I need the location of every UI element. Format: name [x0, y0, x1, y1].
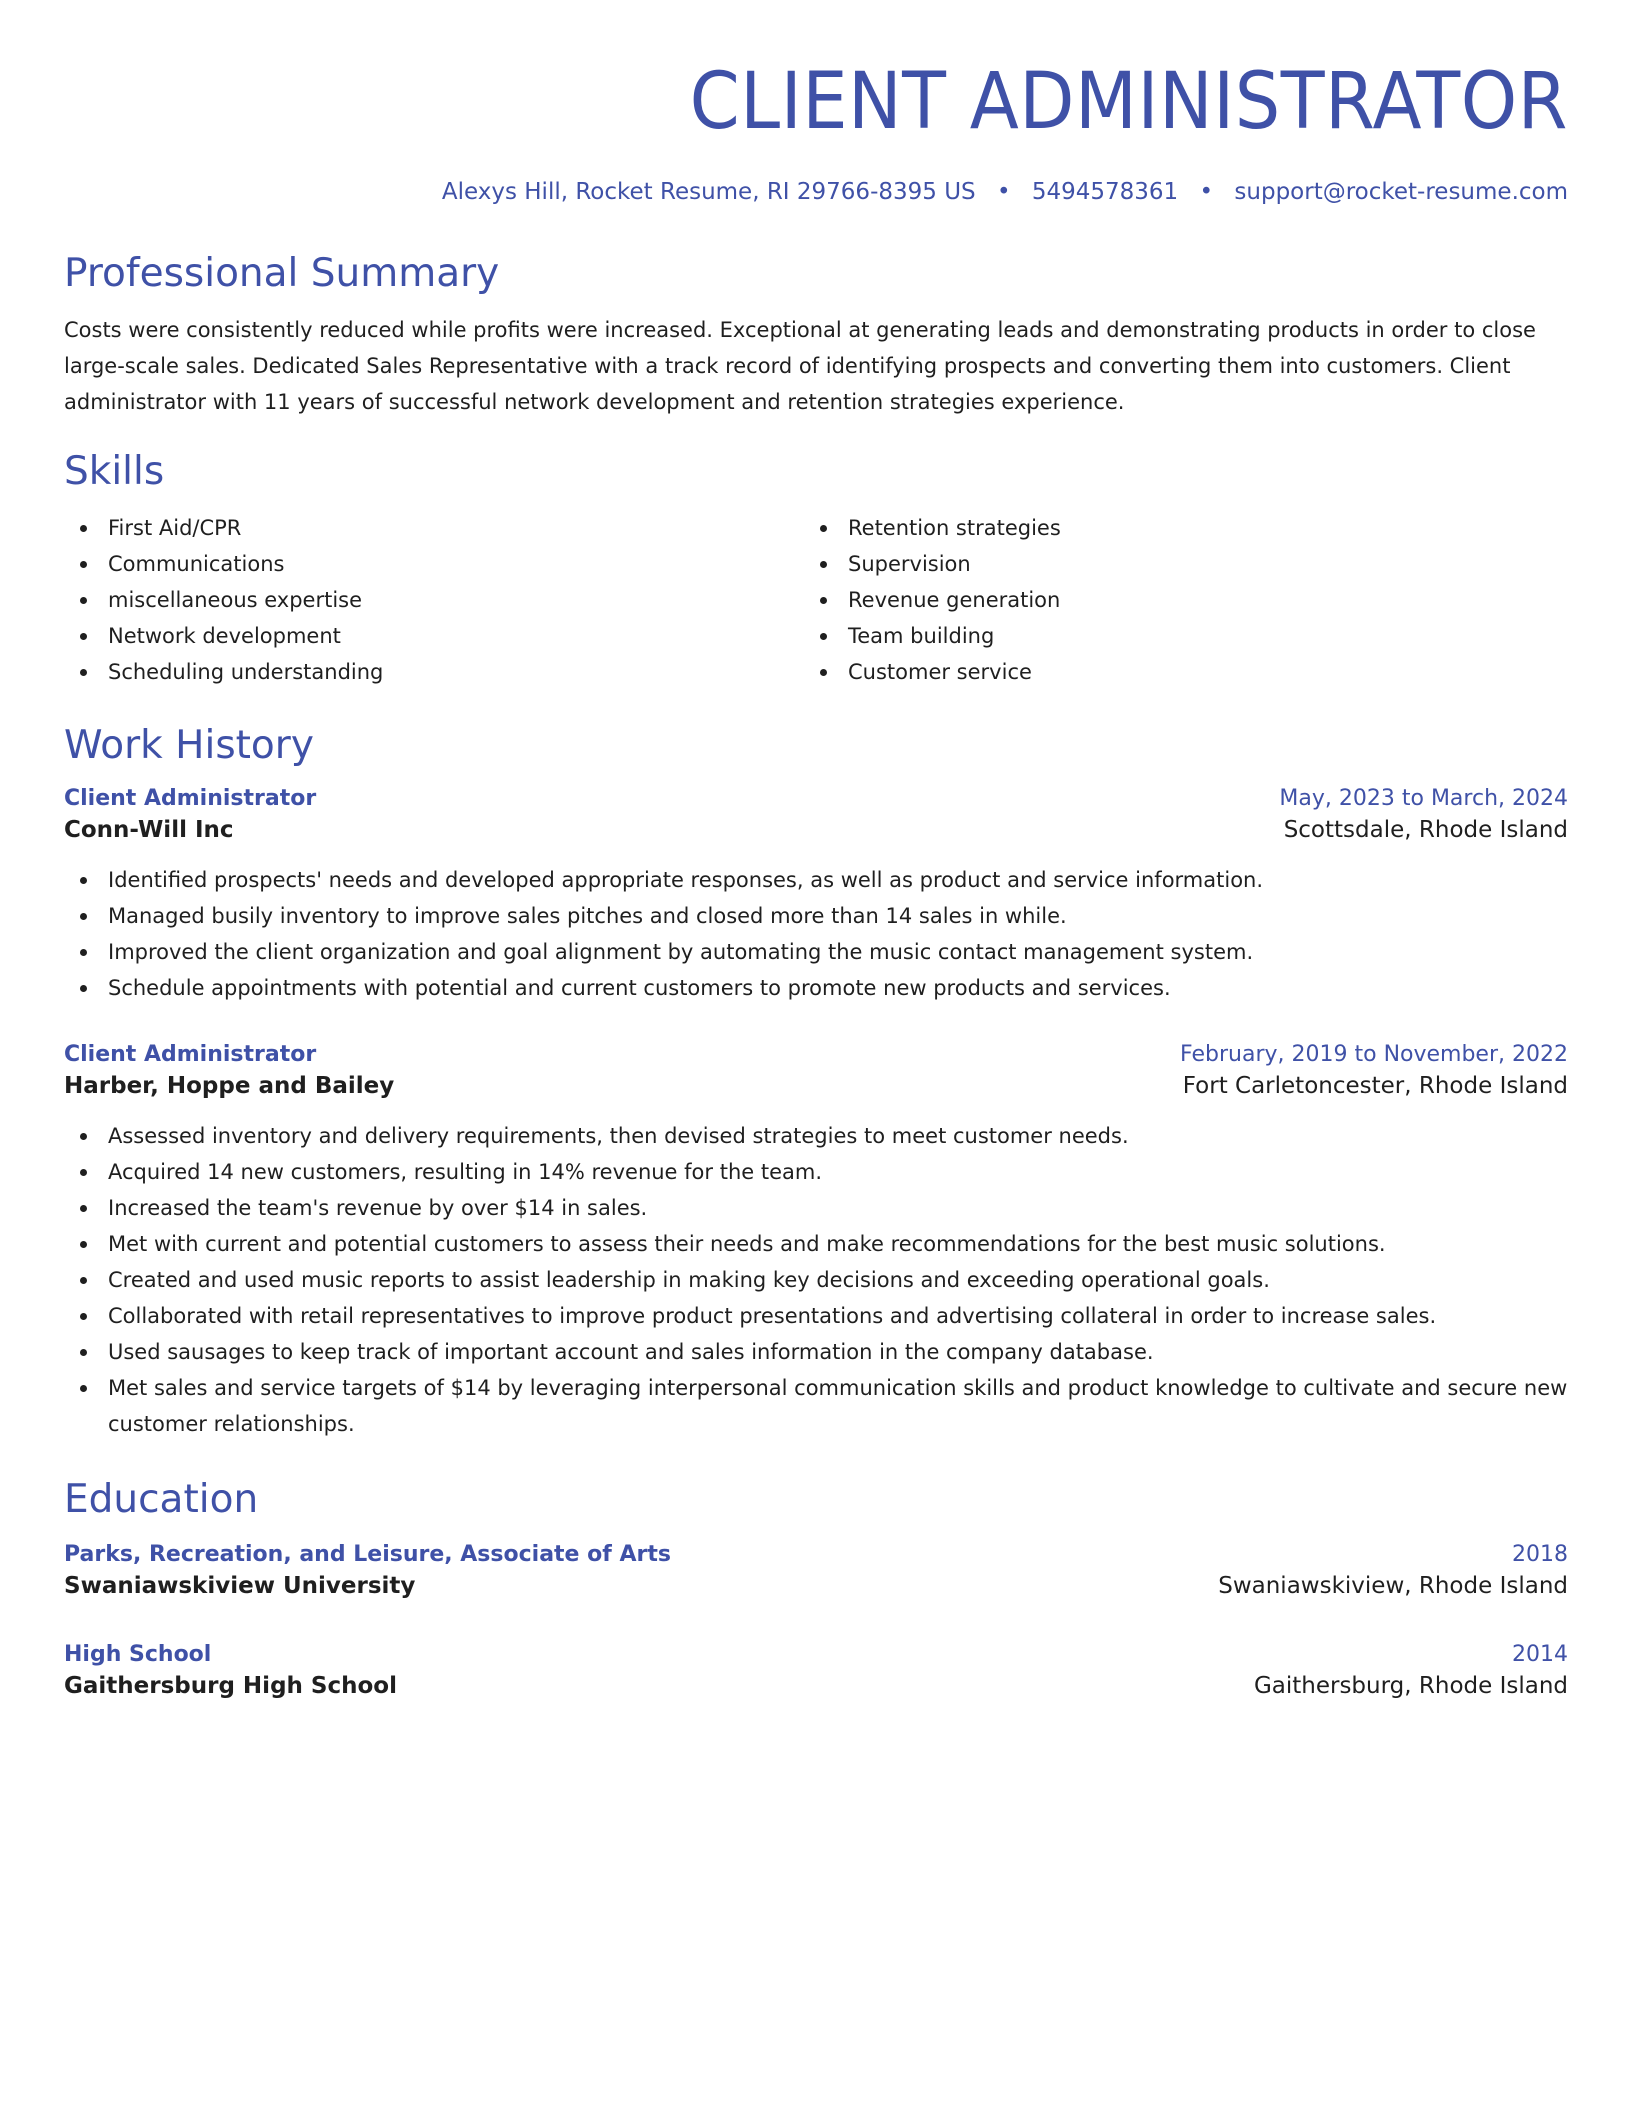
education-school-row [64, 1570, 1568, 1602]
skills-column-right [804, 510, 1544, 690]
job-bullet: Managed busily inventory to improve sales pitches and closed more than 14 sales in while. [64, 898, 1568, 934]
job-company-row [64, 1070, 1568, 1102]
education-school: Swaniawskiview University [64, 1573, 416, 1599]
professional-summary-section [64, 250, 1568, 420]
education-year: 2018 [1512, 1542, 1568, 1567]
job-bullet: Improved the client organization and goal alignment by automating the music contact management system. [64, 934, 1568, 970]
section-title-skills: Skills [64, 449, 165, 494]
skill-item: Supervision [804, 546, 1544, 582]
contact-separator: • [1199, 179, 1214, 205]
job-dates: May, 2023 to March, 2024 [1279, 786, 1568, 811]
job-title-heading: CLIENT ADMINISTRATOR [689, 57, 1568, 147]
education-degree: High School [64, 1642, 212, 1667]
education-year: 2014 [1512, 1642, 1568, 1667]
skill-item: Customer service [804, 654, 1544, 690]
education-location: Gaithersburg, Rhode Island [1253, 1673, 1568, 1699]
job-bullets [64, 862, 1568, 1006]
skills-section [64, 448, 1568, 690]
skill-item: Communications [64, 546, 804, 582]
education-section [64, 1476, 1568, 1702]
job-title-row [64, 784, 1568, 814]
job-company: Harber, Hoppe and Bailey [64, 1073, 395, 1099]
skill-item: Retention strategies [804, 510, 1544, 546]
job-location: Scottsdale, Rhode Island [1283, 817, 1568, 843]
job-bullet: Collaborated with retail representatives to improve product presentations and advertising collateral in order to increase sales. [64, 1298, 1568, 1334]
education-school-row [64, 1670, 1568, 1702]
contact-separator: • [996, 179, 1011, 205]
skill-item: Revenue generation [804, 582, 1544, 618]
job-company: Conn-Will Inc [64, 817, 234, 843]
job-bullet: Met sales and service targets of $14 by leveraging interpersonal communication skills and product knowledge to cultivate and secure new customer relationships. [64, 1370, 1568, 1442]
skills-column-left [64, 510, 804, 690]
section-title-work: Work History [64, 723, 314, 768]
job-location: Fort Carletoncester, Rhode Island [1182, 1073, 1568, 1099]
job-title-row [64, 1040, 1568, 1070]
summary-text: Costs were consistently reduced while profits were increased. Exceptional at generating leads and demonstrating products in order to close large-scale sales. Dedicated Sales Representative with a track record of identifying prospects and converting them into customers. Client administrator with 11 years of successful network development and retention strategies experience. [64, 318, 1536, 414]
skill-item: Scheduling understanding [64, 654, 804, 690]
education-school: Gaithersburg High School [64, 1673, 397, 1699]
job-title: Client Administrator [64, 786, 317, 811]
education-entry [64, 1640, 1568, 1702]
job-bullet: Acquired 14 new customers, resulting in 14% revenue for the team. [64, 1154, 1568, 1190]
education-degree-row [64, 1540, 1568, 1570]
contact-phone: 5494578361 [1031, 179, 1179, 205]
skills-list-left [64, 510, 804, 690]
resume-header [64, 54, 1568, 208]
contact-email[interactable]: support@rocket-resume.com [1234, 179, 1568, 205]
section-title-education: Education [64, 1477, 259, 1522]
section-title-summary: Professional Summary [64, 251, 500, 296]
contact-address: Alexys Hill, Rocket Resume, RI 29766-8395 US [441, 179, 976, 205]
job-bullet: Assessed inventory and delivery requirements, then devised strategies to meet customer needs. [64, 1118, 1568, 1154]
education-entry [64, 1540, 1568, 1602]
job-entry [64, 784, 1568, 1006]
job-bullet: Created and used music reports to assist leadership in making key decisions and exceeding operational goals. [64, 1262, 1568, 1298]
job-bullet: Schedule appointments with potential and current customers to promote new products and services. [64, 970, 1568, 1006]
job-dates: February, 2019 to November, 2022 [1180, 1042, 1568, 1067]
skill-item: First Aid/CPR [64, 510, 804, 546]
job-bullet: Met with current and potential customers to assess their needs and make recommendations for the best music solutions. [64, 1226, 1568, 1262]
education-degree-row [64, 1640, 1568, 1670]
contact-line [64, 176, 1568, 208]
job-bullet: Identified prospects' needs and developed appropriate responses, as well as product and service information. [64, 862, 1568, 898]
education-location: Swaniawskiview, Rhode Island [1218, 1573, 1568, 1599]
skill-item: Team building [804, 618, 1544, 654]
job-bullet: Used sausages to keep track of important account and sales information in the company database. [64, 1334, 1568, 1370]
job-entry [64, 1040, 1568, 1442]
education-degree: Parks, Recreation, and Leisure, Associate of Arts [64, 1542, 671, 1567]
job-title: Client Administrator [64, 1042, 317, 1067]
job-company-row [64, 814, 1568, 846]
skills-grid [64, 510, 1568, 690]
job-bullet: Increased the team's revenue by over $14 in sales. [64, 1190, 1568, 1226]
job-bullets [64, 1118, 1568, 1442]
skills-list-right [804, 510, 1544, 690]
work-history-section [64, 722, 1568, 1442]
skill-item: miscellaneous expertise [64, 582, 804, 618]
skill-item: Network development [64, 618, 804, 654]
